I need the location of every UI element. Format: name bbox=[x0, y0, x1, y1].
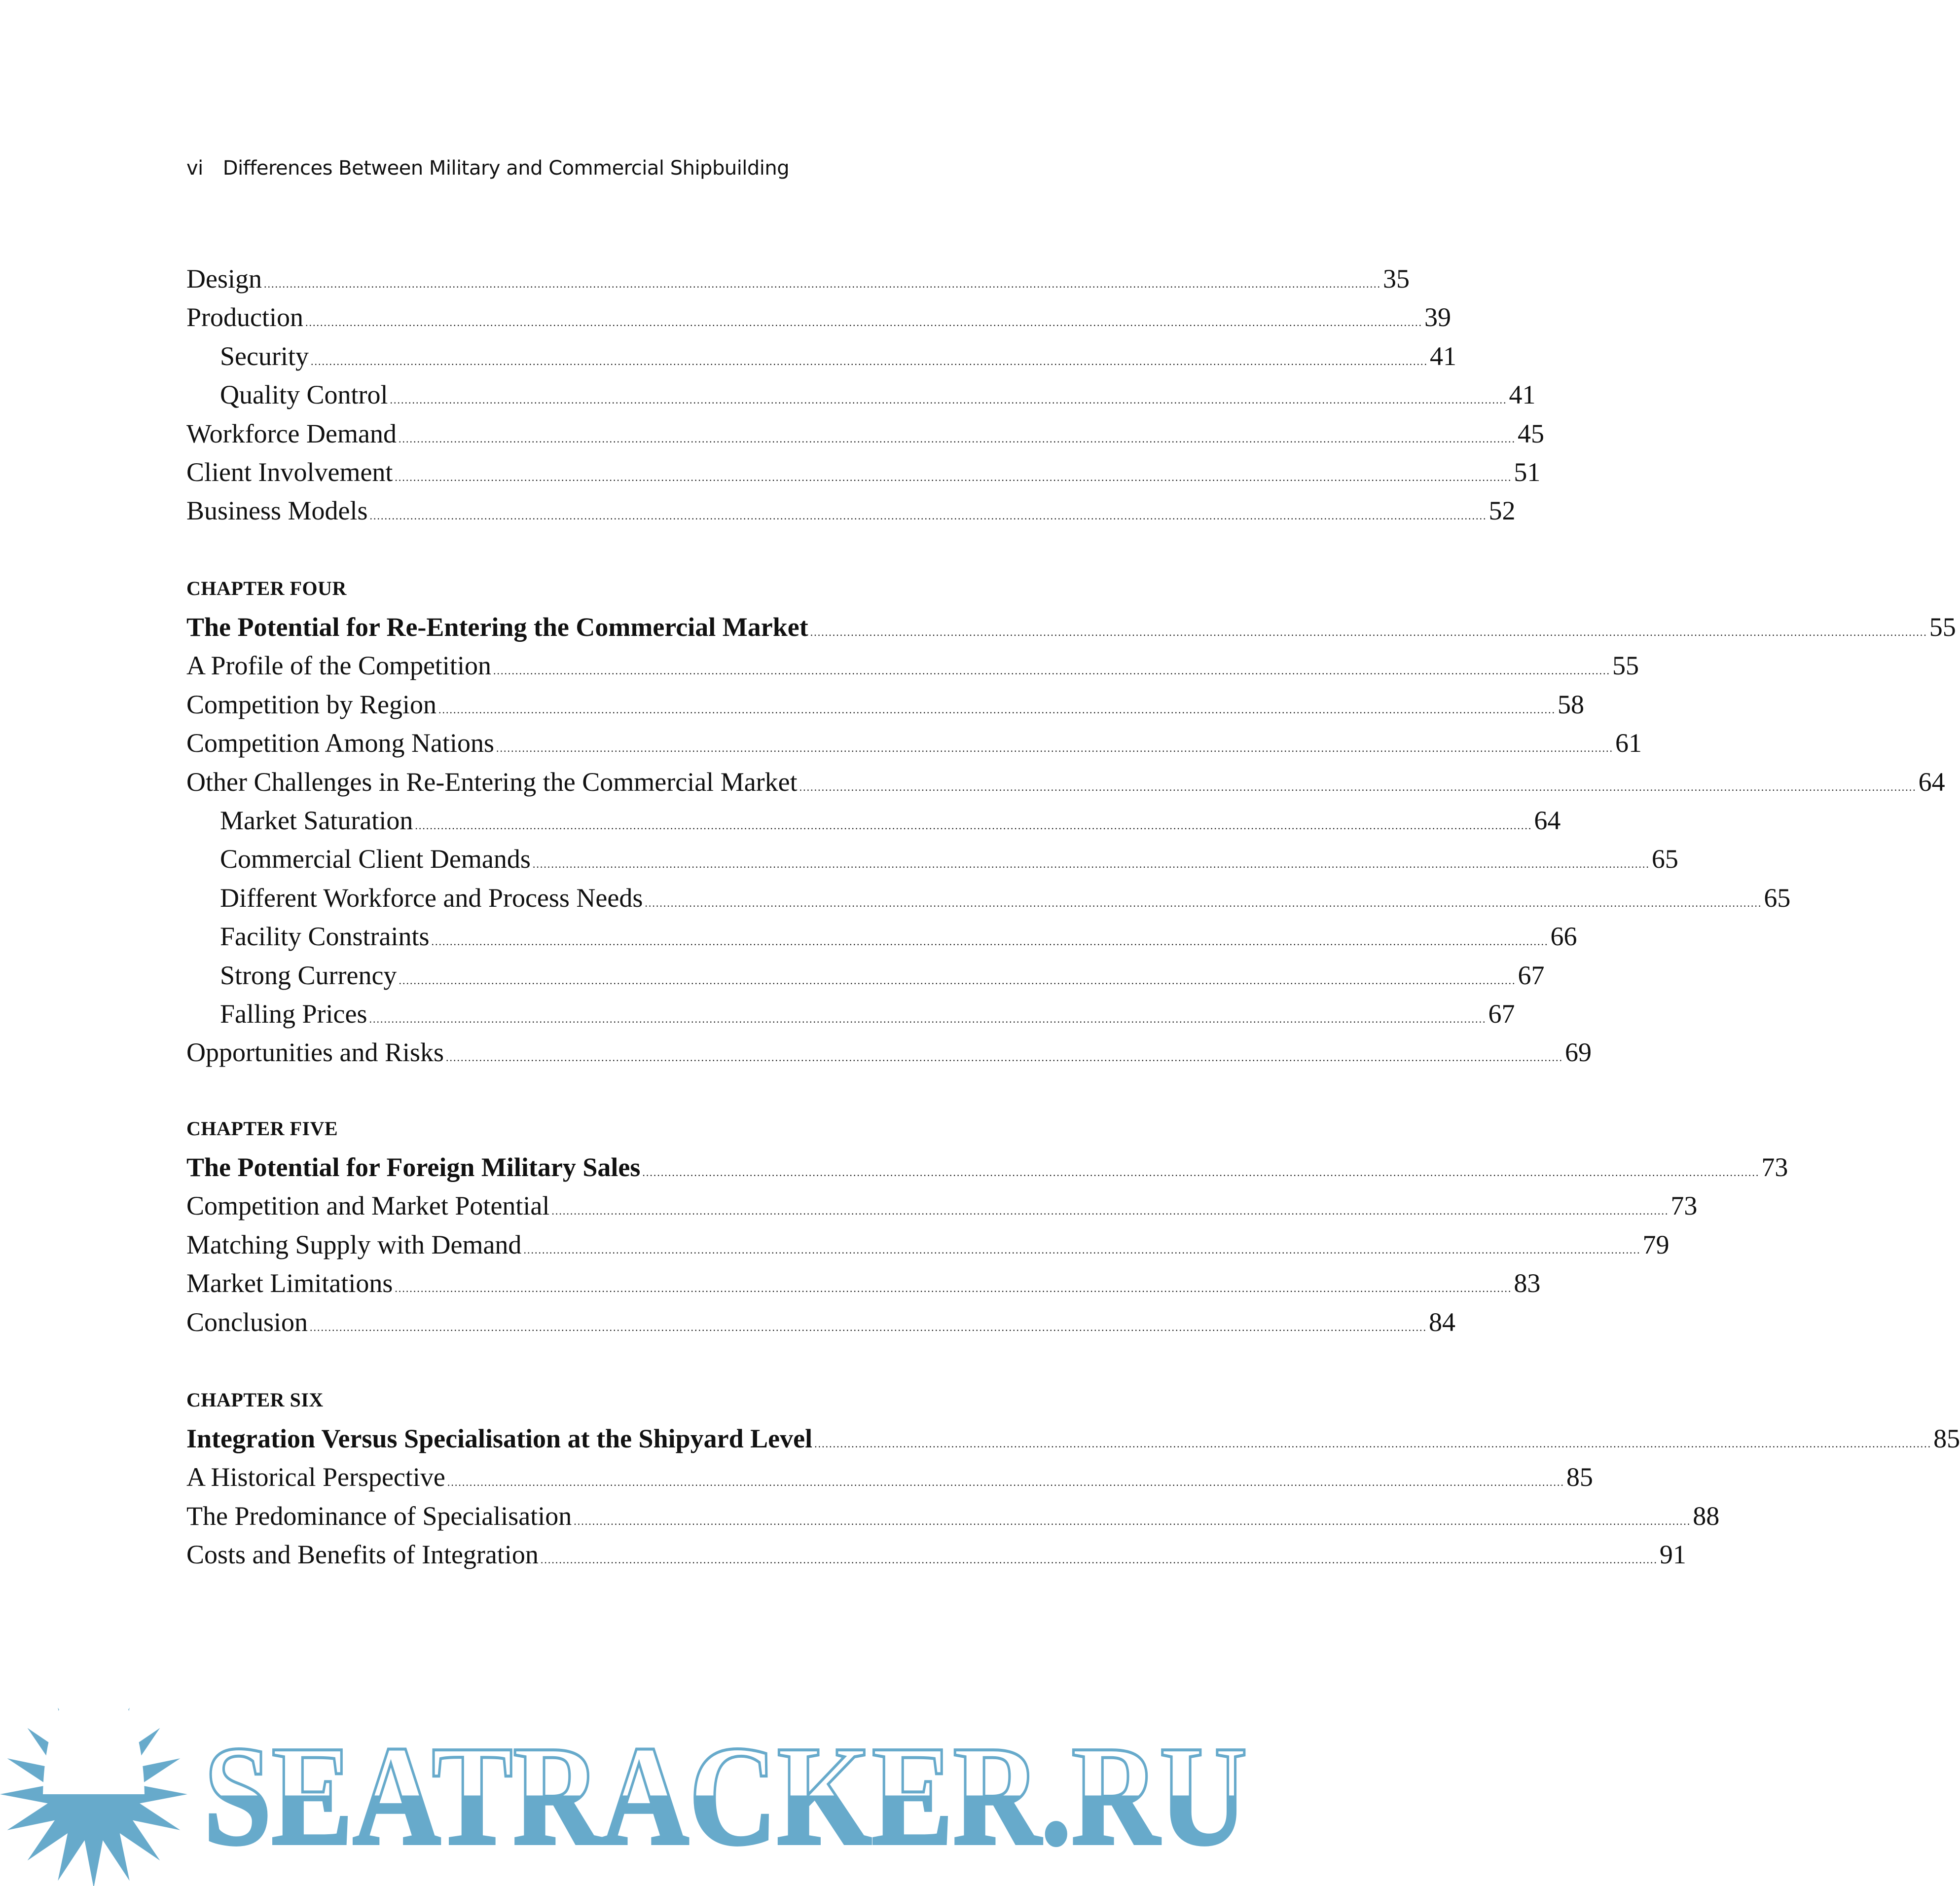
entry-title: Facility Constraints bbox=[220, 922, 430, 952]
dot-leader bbox=[311, 342, 1428, 381]
watermark-logo bbox=[0, 1697, 1263, 1886]
toc-entry[interactable] bbox=[186, 763, 1945, 801]
entry-title: Quality Control bbox=[220, 380, 388, 410]
dot-leader bbox=[390, 381, 1507, 419]
entry-page-number: 83 bbox=[1514, 1268, 1541, 1298]
running-header bbox=[186, 157, 789, 180]
toc-entry[interactable] bbox=[186, 685, 1584, 724]
entry-page-number: 64 bbox=[1534, 805, 1561, 835]
toc-entry[interactable] bbox=[186, 337, 1456, 375]
entry-title: Opportunities and Risks bbox=[186, 1037, 444, 1068]
dot-leader bbox=[399, 420, 1516, 458]
entry-page-number: 45 bbox=[1517, 418, 1544, 448]
sun-icon bbox=[0, 1678, 187, 1886]
dot-leader bbox=[305, 303, 1422, 342]
entry-title: The Potential for Foreign Military Sales bbox=[186, 1152, 641, 1182]
dot-leader bbox=[370, 497, 1487, 535]
toc-entry[interactable] bbox=[186, 879, 1791, 917]
toc-entry[interactable] bbox=[186, 1535, 1686, 1574]
dot-leader bbox=[810, 613, 1927, 652]
chapter-label: CHAPTER SIX bbox=[186, 1389, 324, 1411]
entry-title: Competition by Region bbox=[186, 689, 436, 719]
dot-leader bbox=[541, 1541, 1658, 1579]
toc-entry[interactable] bbox=[186, 375, 1536, 414]
toc-entry[interactable] bbox=[186, 259, 1410, 298]
entry-title: Integration Versus Specialisation at the Shipyard Level bbox=[186, 1424, 813, 1453]
entry-page-number: 73 bbox=[1761, 1152, 1788, 1182]
entry-page-number: 73 bbox=[1670, 1191, 1698, 1221]
entry-page-number: 79 bbox=[1642, 1229, 1670, 1259]
entry-page-number: 39 bbox=[1424, 302, 1451, 333]
dot-leader bbox=[493, 652, 1610, 690]
toc-entry[interactable] bbox=[186, 1033, 1592, 1072]
entry-page-number: 91 bbox=[1659, 1540, 1686, 1570]
dot-leader bbox=[415, 807, 1532, 845]
entry-title: The Predominance of Specialisation bbox=[186, 1501, 572, 1531]
dot-leader bbox=[551, 1192, 1669, 1230]
entry-title: Design bbox=[186, 264, 262, 294]
entry-page-number: 51 bbox=[1514, 457, 1541, 487]
entry-title: Falling Prices bbox=[220, 998, 367, 1029]
dot-leader bbox=[446, 1038, 1563, 1077]
entry-title: Strong Currency bbox=[220, 960, 397, 990]
entry-title: Other Challenges in Re-Entering the Commercial Market bbox=[186, 767, 798, 797]
page-number: vi bbox=[186, 157, 203, 180]
dot-leader bbox=[642, 1153, 1759, 1192]
entry-title: Market Saturation bbox=[220, 805, 413, 835]
entry-page-number: 58 bbox=[1558, 689, 1584, 719]
dot-leader bbox=[432, 923, 1549, 961]
toc-entry[interactable] bbox=[186, 1264, 1541, 1302]
watermark-text: SEATRACKER.RU bbox=[204, 1716, 1247, 1875]
toc-entry[interactable] bbox=[186, 724, 1642, 762]
entry-page-number: 66 bbox=[1550, 922, 1577, 952]
chapter-title-entry[interactable] bbox=[186, 608, 1956, 646]
entry-page-number: 67 bbox=[1488, 998, 1515, 1029]
entry-title: Business Models bbox=[186, 496, 368, 526]
toc-section-chapter-four bbox=[186, 569, 1956, 1072]
entry-page-number: 65 bbox=[1651, 844, 1678, 874]
entry-title: Competition and Market Potential bbox=[186, 1191, 550, 1221]
entry-page-number: 55 bbox=[1612, 651, 1639, 681]
entry-page-number: 41 bbox=[1509, 380, 1536, 410]
dot-leader bbox=[399, 961, 1516, 1000]
entry-page-number: 84 bbox=[1429, 1307, 1456, 1337]
dot-leader bbox=[310, 1308, 1427, 1347]
toc-section-chapter-five bbox=[186, 1109, 1788, 1341]
toc-section-chapter-six bbox=[186, 1381, 1960, 1574]
dot-leader bbox=[438, 691, 1556, 729]
dot-leader bbox=[645, 884, 1762, 923]
book-title: Differences Between Military and Commercial Shipbuilding bbox=[222, 157, 790, 180]
dot-leader bbox=[574, 1502, 1691, 1541]
entry-page-number: 52 bbox=[1488, 496, 1516, 526]
toc-entry[interactable] bbox=[186, 1497, 1720, 1535]
dot-leader bbox=[395, 458, 1512, 497]
toc-entry[interactable] bbox=[186, 414, 1544, 453]
dot-leader bbox=[395, 1269, 1512, 1308]
dot-leader bbox=[533, 845, 1650, 884]
chapter-label: CHAPTER FOUR bbox=[186, 577, 347, 599]
entry-title: Costs and Benefits of Integration bbox=[186, 1540, 539, 1570]
entry-page-number: 61 bbox=[1615, 728, 1642, 758]
entry-title: Production bbox=[186, 302, 303, 333]
entry-title: Workforce Demand bbox=[186, 418, 397, 448]
dot-leader bbox=[814, 1425, 1931, 1463]
dot-leader bbox=[523, 1231, 1640, 1269]
chapter-title-entry[interactable] bbox=[186, 1419, 1960, 1458]
entry-page-number: 55 bbox=[1929, 612, 1956, 642]
toc-entry[interactable] bbox=[186, 917, 1577, 956]
entry-title: Matching Supply with Demand bbox=[186, 1229, 522, 1259]
toc-entry[interactable] bbox=[186, 1458, 1593, 1496]
entry-page-number: 41 bbox=[1429, 341, 1456, 371]
entry-page-number: 85 bbox=[1566, 1462, 1593, 1492]
toc-entry[interactable] bbox=[186, 491, 1516, 530]
dot-leader bbox=[369, 1000, 1486, 1038]
entry-page-number: 85 bbox=[1933, 1424, 1960, 1453]
entry-title: Different Workforce and Process Needs bbox=[220, 883, 643, 913]
toc-entry[interactable] bbox=[186, 453, 1541, 491]
entry-title: Commercial Client Demands bbox=[220, 844, 531, 874]
entry-title: A Profile of the Competition bbox=[186, 651, 491, 681]
toc-entry[interactable] bbox=[186, 1225, 1670, 1264]
entry-title: Security bbox=[220, 341, 309, 371]
entry-title: Client Involvement bbox=[186, 457, 393, 487]
toc-section bbox=[186, 259, 1544, 530]
toc-entry[interactable] bbox=[186, 1186, 1698, 1225]
entry-page-number: 67 bbox=[1518, 960, 1545, 990]
dot-leader bbox=[447, 1463, 1564, 1502]
toc-entry[interactable] bbox=[186, 840, 1678, 878]
toc-entry[interactable] bbox=[186, 801, 1561, 840]
toc-entry[interactable] bbox=[186, 298, 1451, 336]
sun-dome bbox=[43, 1678, 145, 1794]
entry-page-number: 64 bbox=[1918, 767, 1945, 797]
entry-page-number: 88 bbox=[1693, 1501, 1720, 1531]
entry-title: Market Limitations bbox=[186, 1268, 393, 1298]
toc-entry[interactable] bbox=[186, 646, 1639, 685]
entry-title: A Historical Perspective bbox=[186, 1462, 445, 1492]
dot-leader bbox=[264, 265, 1381, 303]
dot-leader bbox=[799, 768, 1917, 807]
entry-page-number: 65 bbox=[1764, 883, 1791, 913]
chapter-label: CHAPTER FIVE bbox=[186, 1117, 338, 1140]
toc-entry[interactable] bbox=[186, 995, 1515, 1033]
entry-title: Conclusion bbox=[186, 1307, 308, 1337]
entry-title: Competition Among Nations bbox=[186, 728, 495, 758]
entry-title: The Potential for Re-Entering the Commercial Market bbox=[186, 612, 808, 642]
toc-entry[interactable] bbox=[186, 956, 1545, 995]
entry-page-number: 69 bbox=[1565, 1037, 1592, 1068]
chapter-title-entry[interactable] bbox=[186, 1148, 1788, 1186]
toc-entry[interactable] bbox=[186, 1303, 1456, 1341]
entry-page-number: 35 bbox=[1382, 264, 1410, 294]
